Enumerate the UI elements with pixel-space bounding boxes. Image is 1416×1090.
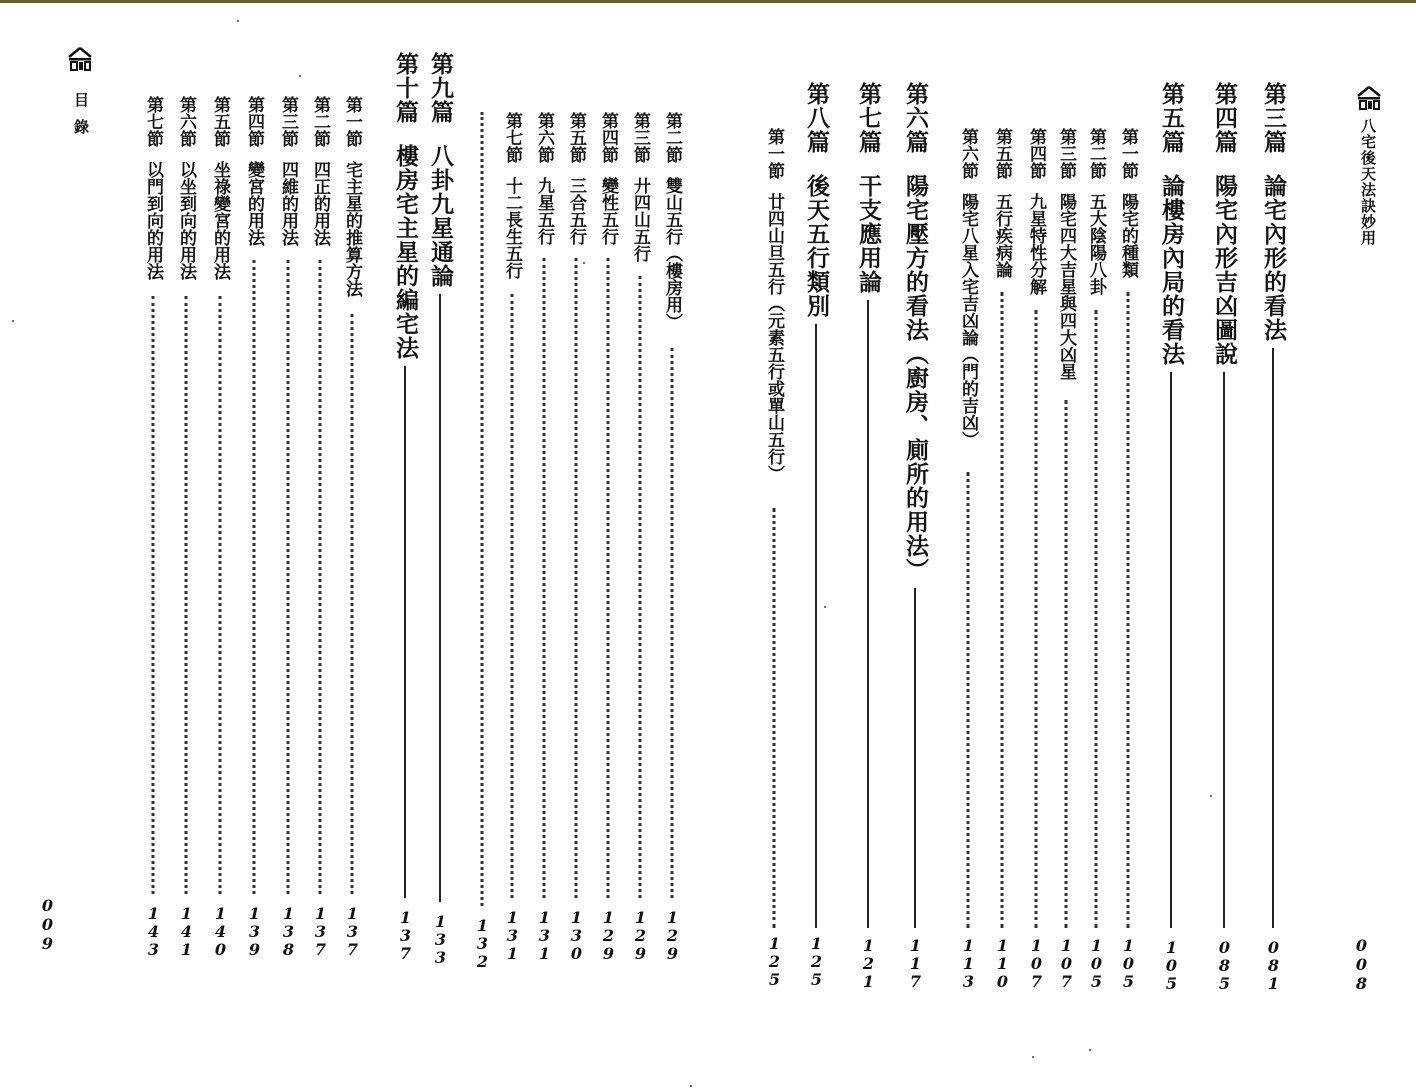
toc-entry-label: 第一節 (764, 128, 784, 179)
toc-entry-label: 第七節 (143, 96, 163, 147)
toc-page-number: 121 (859, 936, 878, 990)
toc-leader-line (1065, 400, 1068, 928)
toc-entry-label: 第六節 (534, 112, 554, 163)
toc-entry-heading: 八卦九星通論 (427, 144, 453, 288)
toc-entry-heading: 九星特性分解 (1026, 193, 1046, 295)
toc-leader-line (607, 258, 610, 898)
toc-entry-heading: 干支應用論 (855, 174, 881, 294)
toc-entry-heading: 變性五行 (598, 177, 618, 245)
toc-leader-line (253, 260, 256, 894)
toc-page-number: 132 (473, 916, 492, 970)
toc-leader-line (319, 260, 322, 894)
toc-page-number: 085 (1215, 938, 1234, 992)
toc-leader-line (1035, 310, 1038, 928)
toc-entry-section (948, 0, 988, 1090)
toc-entry-title (277, 96, 299, 246)
toc-page-number: 137 (396, 908, 415, 962)
toc-page-number: 125 (807, 934, 826, 988)
toc-entry-title (426, 52, 454, 288)
toc-entry-label: 第四節 (244, 96, 264, 147)
toc-leader-line (1127, 292, 1130, 928)
toc-entry-heading: 廾四山五行 (630, 177, 650, 262)
toc-entry-label: 第十篇 (392, 52, 418, 124)
toc-page-number: 081 (1264, 938, 1283, 992)
toc-entry-label: 第五節 (210, 96, 230, 147)
toc-entry-title (901, 82, 929, 582)
toc-leader-line (815, 324, 817, 928)
toc-entry-section (754, 0, 794, 1090)
toc-entry-label: 第六節 (958, 128, 978, 179)
toc-leader-line (671, 348, 674, 898)
toc-entry-title (391, 52, 419, 360)
toc-entry-title (501, 112, 523, 279)
toc-entry-title (763, 128, 785, 482)
scan-speck (824, 606, 826, 608)
toc-entry-chapter (1151, 0, 1191, 1090)
toc-page-number: 138 (279, 904, 298, 958)
toc-leader-line (439, 294, 441, 902)
toc-entry-title (1025, 128, 1047, 295)
scan-speck (12, 320, 14, 322)
toc-entry-heading: 論樓房內局的看法 (1158, 174, 1184, 366)
toc-entry-heading: 廿四山旦五行（元素五行或單山五行） (764, 193, 784, 482)
toc-entry-chapter (1253, 0, 1293, 1090)
toc-entry-section (200, 0, 240, 1090)
toc-entry-heading: 九星五行 (534, 177, 554, 245)
toc-entry-label: 第五篇 (1158, 82, 1184, 154)
toc-entry-title (565, 112, 587, 245)
toc-entry-chapter (796, 0, 836, 1090)
toc-entry-heading: 以坐到向的用法 (176, 161, 196, 280)
folio-number: 009 (38, 896, 57, 953)
toc-page-number: 137 (343, 904, 362, 958)
toc-page-number: 107 (1057, 936, 1076, 990)
toc-page-number: 110 (993, 936, 1012, 990)
toc-leader-line (1170, 372, 1172, 928)
toc-page-number: 107 (1027, 936, 1046, 990)
toc-entry-chapter (1204, 0, 1244, 1090)
toc-page-number: 133 (431, 912, 450, 966)
toc-entry-label: 第二節 (1086, 128, 1106, 179)
toc-entry-heading: 三合五行 (566, 177, 586, 245)
toc-page-number: 105 (1087, 936, 1106, 990)
toc-entry-label: 第四篇 (1211, 82, 1237, 154)
toc-leader-line (185, 296, 188, 894)
toc-entry-title (533, 112, 555, 245)
toc-leader-line (1223, 372, 1225, 928)
toc-page-number: 129 (599, 908, 618, 962)
toc-entry-chapter (385, 0, 425, 1090)
toc-entry-heading: 論宅內形的看法 (1260, 174, 1286, 342)
toc-entry-heading: 宅主星的推算方法 (342, 161, 362, 297)
toc-leader-line (219, 296, 222, 894)
toc-entry-section (462, 0, 502, 1090)
toc-entry-label: 第一節 (1118, 128, 1138, 179)
toc-entry-heading: 陽宅八星入宅吉凶論（門的吉凶） (958, 193, 978, 448)
toc-entry-title (1055, 128, 1077, 380)
scan-speck (690, 1085, 692, 1087)
toc-entry-label: 第二節 (310, 96, 330, 147)
folio-number: 008 (1352, 936, 1371, 993)
toc-entry-title (1210, 82, 1238, 366)
toc-entry-label: 第三篇 (1260, 82, 1286, 154)
running-head: 目錄 (72, 92, 90, 146)
toc-entry-section (268, 0, 308, 1090)
toc-entry-label: 第八篇 (803, 82, 829, 154)
toc-page-number: 117 (906, 936, 925, 990)
toc-entry-section (982, 0, 1022, 1090)
scan-speck (299, 75, 301, 77)
toc-entry-heading: 五行疾病論 (992, 193, 1012, 278)
toc-entry-chapter (420, 0, 460, 1090)
toc-entry-heading: 以門到向的用法 (143, 161, 163, 280)
toc-page-number: 129 (631, 908, 650, 962)
toc-entry-label: 第六篇 (902, 82, 928, 154)
toc-entry-label: 第四節 (598, 112, 618, 163)
toc-leader-line (1272, 348, 1274, 928)
toc-leader-line (543, 258, 546, 898)
toc-page-number: 130 (567, 908, 586, 962)
toc-page-number: 139 (245, 904, 264, 958)
toc-entry-heading: 五大陰陽八卦 (1086, 193, 1106, 295)
scan-speck (1210, 795, 1212, 797)
toc-entry-label: 第二節 (662, 112, 682, 163)
toc-leader-line (404, 366, 406, 898)
toc-entry-label: 第七節 (502, 112, 522, 163)
toc-page-number: 141 (177, 904, 196, 958)
running-head: 八宅後天法訣妙用 (1359, 118, 1377, 246)
toc-entry-heading: 雙山五行（樓房用） (662, 177, 682, 330)
toc-leader-line (152, 296, 155, 894)
right-page (708, 0, 1416, 1090)
toc-entry-title (209, 96, 231, 280)
toc-page-number: 131 (535, 908, 554, 962)
toc-entry-label: 第三節 (278, 96, 298, 147)
toc-entry-title (1157, 82, 1185, 366)
toc-entry-title (341, 96, 363, 297)
scan-speck (237, 20, 239, 22)
toc-leader-line (967, 472, 970, 928)
scan-speck (1032, 1056, 1034, 1058)
toc-leader-line (481, 112, 484, 906)
toc-page-number: 143 (144, 904, 163, 958)
toc-page-number: 105 (1119, 936, 1138, 990)
toc-entry-chapter (848, 0, 888, 1090)
toc-entry-label: 第一節 (342, 96, 362, 147)
toc-entry-title (802, 82, 830, 318)
toc-entry-title (597, 112, 619, 245)
toc-page-number: 140 (211, 904, 230, 958)
toc-entry-heading: 四正的用法 (310, 161, 330, 246)
toc-entry-label: 第四節 (1026, 128, 1046, 179)
toc-entry-title (1117, 128, 1139, 278)
toc-page-number: 113 (959, 936, 978, 990)
toc-entry-heading: 坐祿變宮的用法 (210, 161, 230, 280)
toc-entry-section (234, 0, 274, 1090)
toc-leader-line (1095, 310, 1098, 928)
toc-entry-heading: 陽宅內形吉凶圖說 (1211, 174, 1237, 366)
toc-leader-line (287, 260, 290, 894)
toc-entry-title (309, 96, 331, 246)
toc-page-number: 137 (311, 904, 330, 958)
toc-entry-label: 第五節 (566, 112, 586, 163)
toc-leader-line (867, 300, 869, 928)
toc-page-number: 125 (765, 934, 784, 988)
toc-leader-line (773, 508, 776, 928)
toc-entry-heading: 十二長生五行 (502, 177, 522, 279)
toc-entry-title (243, 96, 265, 246)
toc-entry-title (175, 96, 197, 280)
toc-entry-chapter (895, 0, 935, 1090)
scan-speck (1089, 1049, 1091, 1051)
toc-entry-label: 第三節 (630, 112, 650, 163)
book-press-logo-icon (67, 47, 93, 71)
toc-entry-section (133, 0, 173, 1090)
toc-entry-heading: 陽宅的種類 (1118, 193, 1138, 278)
toc-page-number: 129 (663, 908, 682, 962)
toc-entry-title (629, 112, 651, 262)
toc-leader-line (639, 276, 642, 898)
toc-entry-heading: 樓房宅主星的編宅法 (392, 144, 418, 360)
toc-leader-line (914, 588, 916, 928)
toc-entry-section (1016, 0, 1056, 1090)
book-press-logo-icon (1356, 86, 1382, 110)
toc-entry-label: 第九篇 (427, 52, 453, 124)
toc-entry-title (991, 128, 1013, 278)
toc-entry-title (1259, 82, 1287, 342)
toc-entry-title (1085, 128, 1107, 295)
toc-entry-label: 第三節 (1056, 128, 1076, 179)
toc-entry-heading: 後天五行類別 (803, 174, 829, 318)
toc-entry-heading: 變宮的用法 (244, 161, 264, 246)
toc-entry-heading: 陽宅壓方的看法（廚房、廁所的用法） (902, 174, 928, 582)
toc-entry-label: 第五節 (992, 128, 1012, 179)
toc-entry-title (661, 112, 683, 330)
scan-speck (583, 262, 585, 264)
toc-leader-line (511, 294, 514, 898)
toc-entry-label: 第七篇 (855, 82, 881, 154)
toc-entry-title (957, 128, 979, 448)
toc-leader-line (351, 314, 354, 894)
toc-entry-label: 第六節 (176, 96, 196, 147)
toc-page-number: 131 (503, 908, 522, 962)
toc-entry-heading: 四維的用法 (278, 161, 298, 246)
toc-entry-title (854, 82, 882, 294)
toc-page-number: 105 (1162, 938, 1181, 992)
toc-entry-title (142, 96, 164, 280)
toc-leader-line (1001, 292, 1004, 928)
toc-entry-heading: 陽宅四大吉星與四大凶星 (1056, 193, 1076, 380)
toc-leader-line (575, 258, 578, 898)
